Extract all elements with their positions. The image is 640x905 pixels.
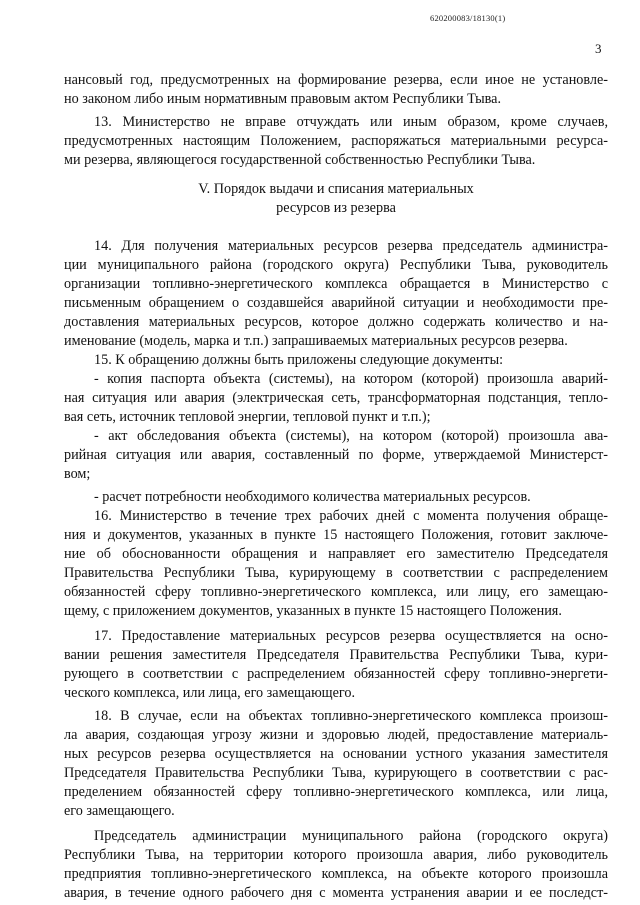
text-line: ных ресурсов резерва осуществляется на основании устного указания заместителя [64, 746, 608, 762]
text-line: ние об обоснованности обращения и направляет его заместителю Председателя [64, 546, 608, 562]
text-line: вании решения заместителя Председателя Правительства Республики Тыва, кури- [64, 647, 608, 663]
text-line: обязанностей сферу топливно-энергетического комплекса, или лицу, его замещаю- [64, 584, 608, 600]
text-line: предусмотренных настоящим Положением, распоряжаться материальными ресурса- [64, 133, 608, 149]
text-line: но законом либо иным нормативным правовым актом Республики Тыва. [64, 91, 501, 107]
text-line: 14. Для получения материальных ресурсов резерва председатель администра- [94, 238, 608, 254]
text-line: 16. Министерство в течение трех рабочих дней с момента получения обраще- [94, 508, 608, 524]
text-line: 15. К обращению должны быть приложены следующие документы: [94, 352, 504, 368]
text-line: ла авария, создающая угрозу жизни и здоровью людей, предоставление материаль- [64, 727, 608, 743]
text-line: ная ситуация или авария (электрическая сеть, трансформаторная подстанция, тепло- [64, 390, 608, 406]
section-heading-line: ресурсов из резерва [276, 200, 396, 216]
page-number: 3 [595, 41, 602, 56]
text-line: предприятия топливно-энергетического комплекса, на объекте которого произошла [64, 866, 608, 882]
text-line: 17. Предоставление материальных ресурсов резерва осуществляется на осно- [94, 628, 608, 644]
text-line: ния и документов, указанных в пункте 15 настоящего Положения, готовит заключе- [64, 527, 608, 543]
text-line: доставления материальных ресурсов, которое должно содержать количество и на- [64, 314, 608, 330]
text-line: 18. В случае, если на объектах топливно-энергетического комплекса произош- [94, 708, 608, 724]
text-line: Правительства Республики Тыва, курирующему в соответствии с распределением [64, 565, 608, 581]
text-line: рующего в соответствии с распределением обязанностей сферу топливно-энергети- [64, 666, 608, 682]
text-line: его замещающего. [64, 803, 175, 819]
text-line: ции муниципального района (городского округа) Республики Тыва, руководитель [64, 257, 608, 273]
text-line: Председателя Правительства Республики Тыва, курирующего в соответствии с рас- [64, 765, 608, 781]
text-line: - копия паспорта объекта (системы), на котором (которой) произошла аварий- [94, 371, 608, 387]
section-heading-line: V. Порядок выдачи и списания материальных [198, 181, 474, 197]
text-line: вая сеть, источник тепловой энергии, тепловой пункт и т.п.); [64, 409, 431, 425]
text-line: ческого комплекса, или лица, его замещающего. [64, 685, 355, 701]
text-line: нансовый год, предусмотренных на формирование резерва, если иное не установле- [64, 72, 608, 88]
text-line: письменным обращением о создавшейся аварийной ситуации и необходимости пре- [64, 295, 608, 311]
text-line: авария, в течение одного рабочего дня с момента устранения аварии и ее последст- [64, 885, 608, 901]
text-line: именование (модель, марка и т.п.) запрашиваемых материальных ресурсов резерва. [64, 333, 568, 349]
text-line: рийная ситуация или авария, составленный по форме, утверждаемой Министерст- [64, 447, 608, 463]
text-line: щему, с приложением документов, указанных в пункте 15 настоящего Положения. [64, 603, 562, 619]
text-line: пределением обязанностей сферу топливно-энергетического комплекса, или лица, [64, 784, 608, 800]
text-line: Председатель администрации муниципального района (городского округа) [94, 828, 608, 844]
text-line: 13. Министерство не вправе отчуждать или иным образом, кроме случаев, [94, 114, 608, 130]
text-line: - акт обследования объекта (системы), на котором (которой) произошла ава- [94, 428, 608, 444]
text-line: вом; [64, 466, 91, 482]
text-line: Республики Тыва, на территории которого произошла авария, либо руководитель [64, 847, 608, 863]
document-code: 620200083/18130(1) [430, 13, 506, 23]
text-line: - расчет потребности необходимого количества материальных ресурсов. [94, 489, 531, 505]
text-line: организации топливно-энергетического комплекса обращается в Министерство с [64, 276, 608, 292]
text-line: ми резерва, являющегося государственной собственностью Республики Тыва. [64, 152, 536, 168]
